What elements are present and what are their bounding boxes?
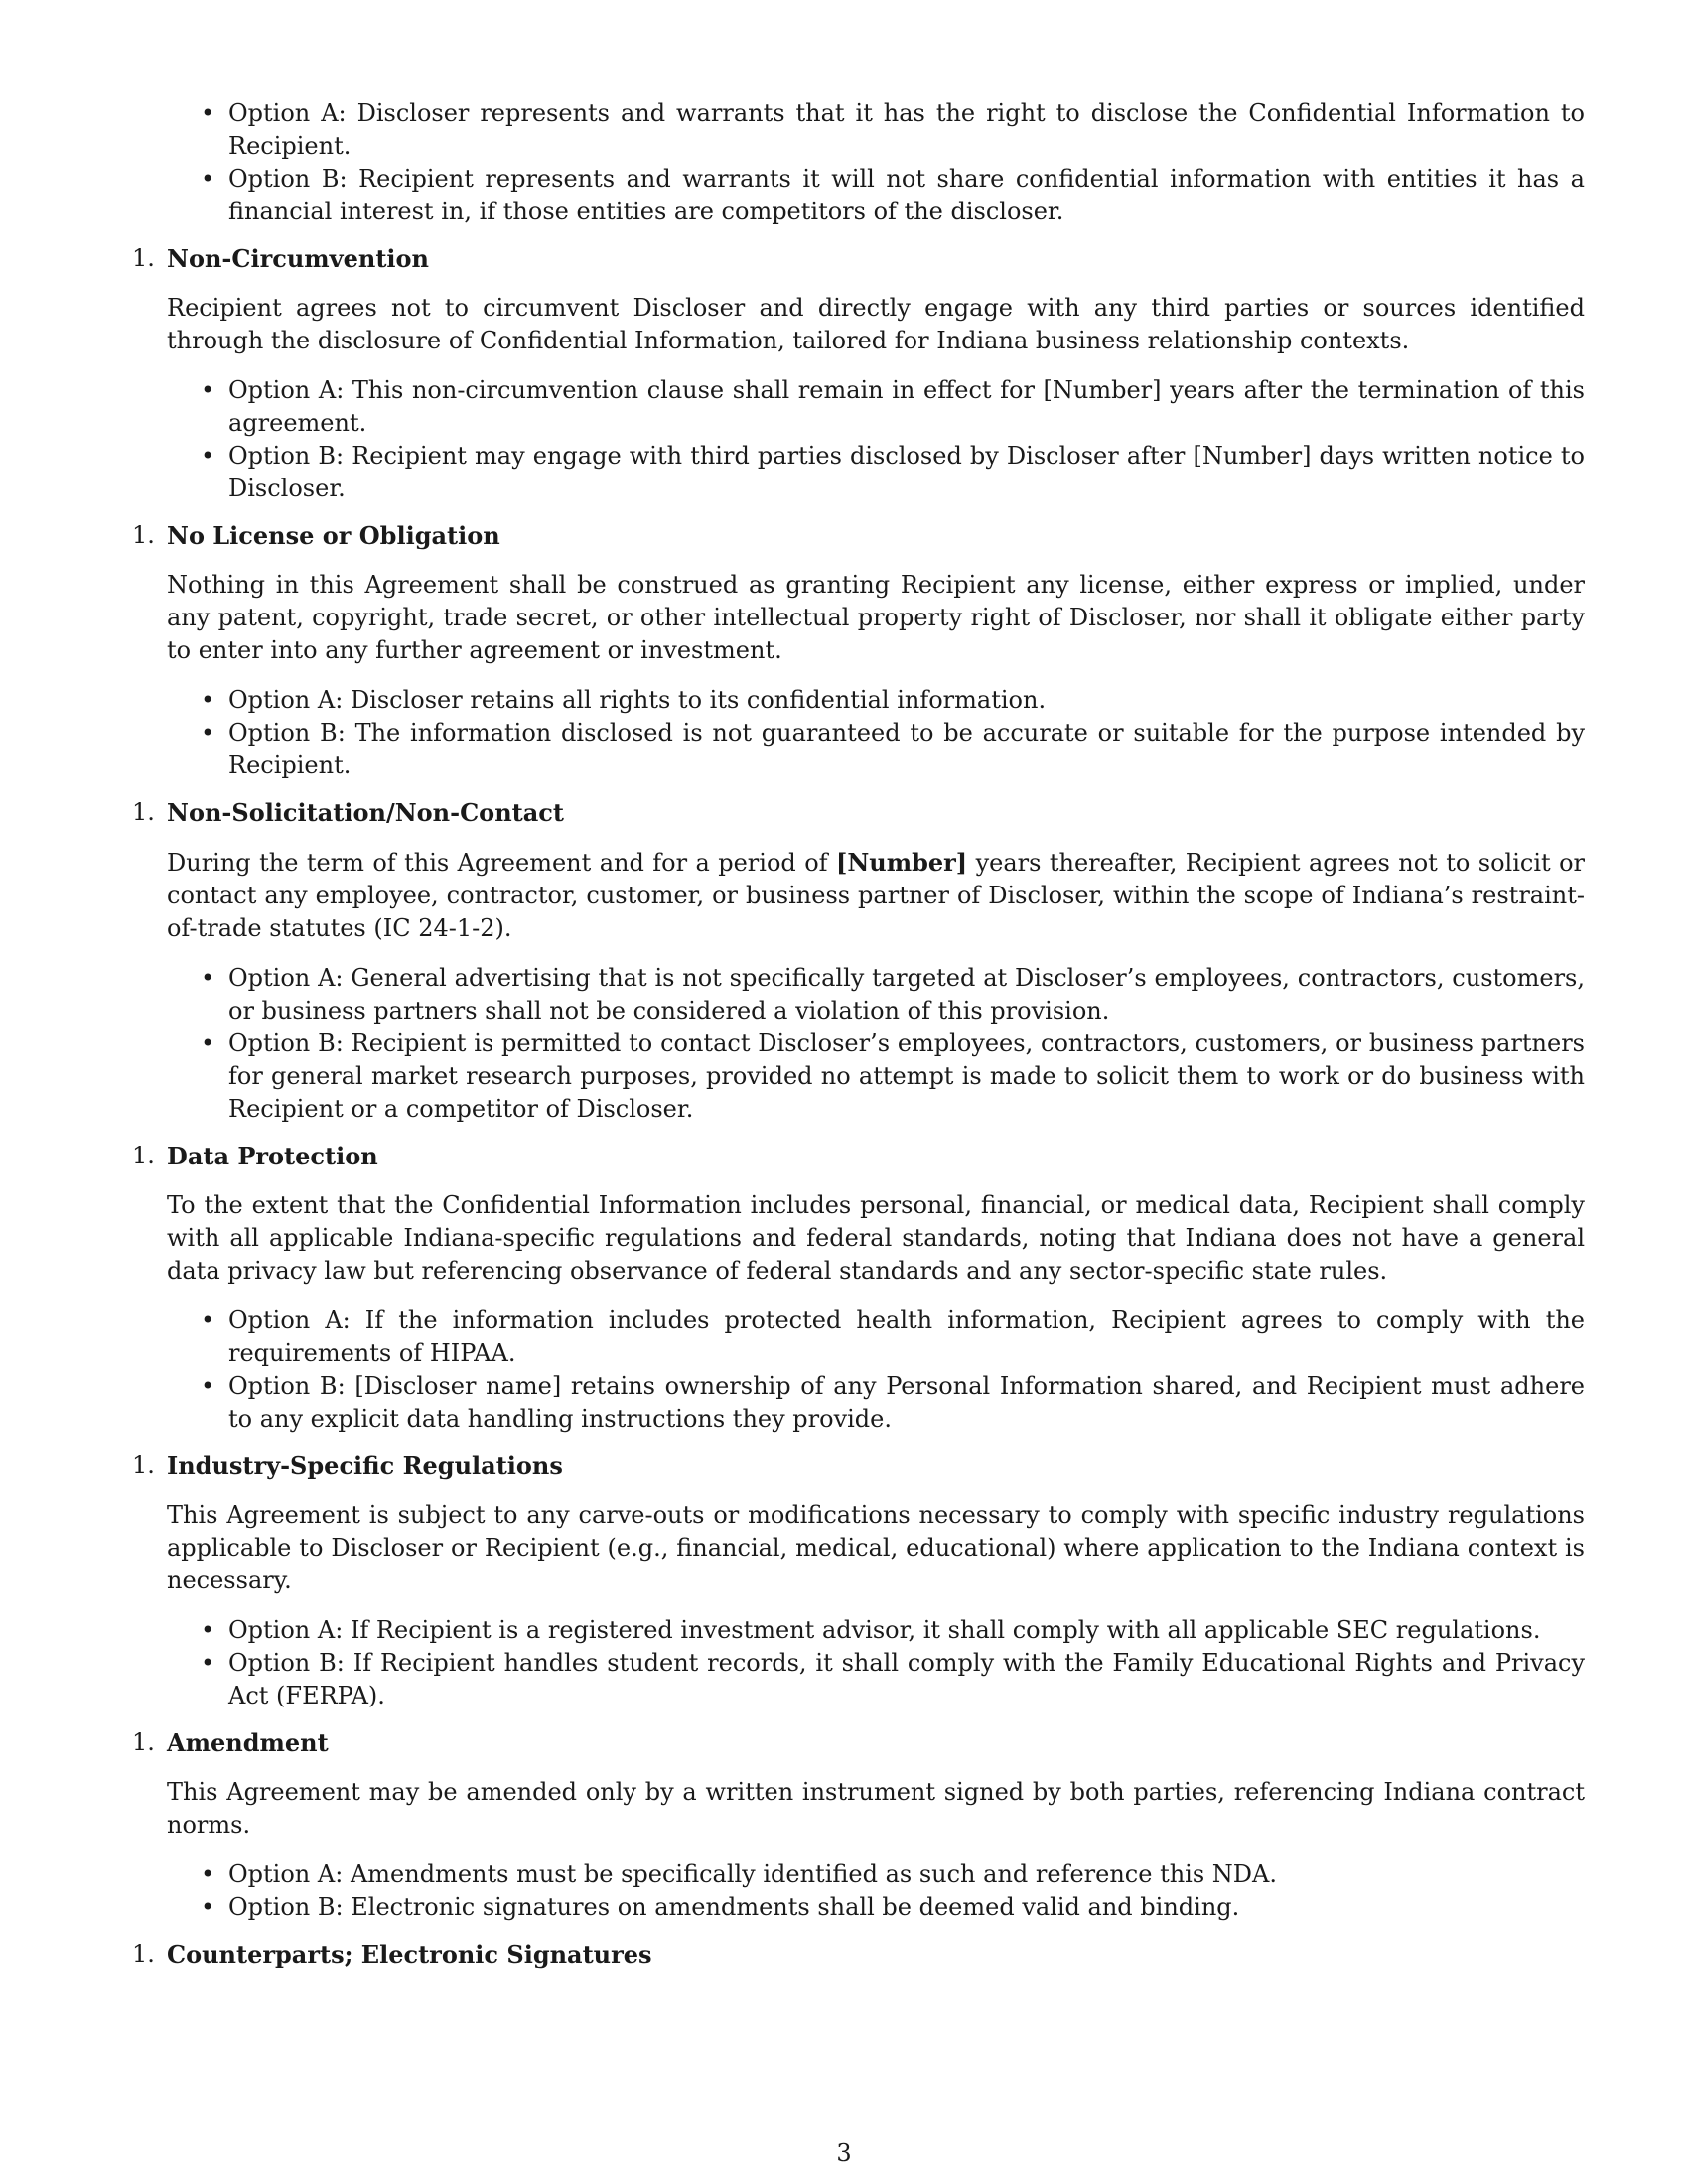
options-list	[167, 962, 1585, 1126]
section-non-solicitation	[132, 796, 1585, 1126]
list-item: • Option B: Recipient represents and warrants it will not share confidential information with entities it has a financial interest in, if those entities are competitors of the discloser.	[228, 163, 1585, 228]
section-body: This Agreement may be amended only by a written instrument signed by both parties, referencing Indiana contract norms.	[167, 1778, 1585, 1839]
list-item: • Option A: Amendments must be specifically identified as such and reference this NDA.	[228, 1858, 1585, 1891]
list-item: • Option A: Discloser represents and warrants that it has the right to disclose the Confidential Information to Recipient.	[228, 97, 1585, 163]
section-number: 1.	[132, 521, 155, 549]
body-text: During the term of this Agreement and for a period of	[167, 849, 836, 877]
section-body: This Agreement is subject to any carve-outs or modifications necessary to comply with specific industry regulations applicable to Discloser or Recipient (e.g., financial, medical, educational) where application to the Indiana context is necessary.	[167, 1501, 1585, 1594]
section-heading	[132, 242, 1585, 275]
section-heading	[132, 1938, 1585, 1971]
section-heading	[132, 1726, 1585, 1759]
number-placeholder: [Number]	[835, 848, 968, 877]
section-counterparts	[132, 1938, 1585, 1971]
list-item: • Option B: Electronic signatures on amendments shall be deemed valid and binding.	[228, 1891, 1585, 1924]
section-data-protection	[132, 1140, 1585, 1435]
section-heading	[132, 1449, 1585, 1482]
section-title: Data Protection	[167, 1142, 378, 1170]
section-title: Industry-Specific Regulations	[167, 1451, 563, 1480]
options-list	[167, 1858, 1585, 1924]
section-title: Non-Solicitation/Non-Contact	[167, 798, 564, 827]
list-item: • Option B: Recipient is permitted to contact Discloser’s employees, contractors, customers, or business partners for general market research purposes, provided no attempt is made to solicit them to work or do business with Recipient or a competitor of Discloser.	[228, 1027, 1585, 1126]
page-number: 3	[836, 2139, 852, 2167]
section-number: 1.	[132, 244, 155, 272]
section-number: 1.	[132, 1940, 155, 1968]
section-no-license	[132, 519, 1585, 782]
section-body: To the extent that the Confidential Information includes personal, financial, or medical data, Recipient shall comply with all applicable Indiana-specific regulations and federal standards, noting that Indiana does not have a general data privacy law but referencing observance of federal standards and any sector-specific state rules.	[167, 1191, 1585, 1285]
list-item: • Option B: Recipient may engage with third parties disclosed by Discloser after [Number] days written notice to Discloser.	[228, 440, 1585, 505]
list-item: • Option B: [Discloser name] retains ownership of any Personal Information shared, and Recipient must adhere to any explicit data handling instructions they provide.	[228, 1370, 1585, 1435]
section-number: 1.	[132, 1451, 155, 1479]
section-heading	[132, 519, 1585, 552]
section-body: Nothing in this Agreement shall be construed as granting Recipient any license, either express or implied, under any patent, copyright, trade secret, or other intellectual property right of Discloser, nor shall it obligate either party to enter into any further agreement or investment.	[167, 571, 1585, 664]
body-text: years thereafter, Recipient agrees not to solicit or contact any employee, contractor, customer, or business partner of Discloser, within the scope of Indiana’s restraint-of-trade statutes (IC 24-1-2).	[167, 849, 1585, 942]
section-number: 1.	[132, 798, 155, 826]
section-number: 1.	[132, 1142, 155, 1169]
section-industry-regulations	[132, 1449, 1585, 1712]
list-item: • Option A: General advertising that is not specifically targeted at Discloser’s employees, contractors, customers, or business partners shall not be considered a violation of this provision.	[228, 962, 1585, 1027]
section-title: Amendment	[167, 1728, 329, 1757]
list-item: • Option A: If Recipient is a registered investment advisor, it shall comply with all applicable SEC regulations.	[228, 1614, 1585, 1647]
options-list	[167, 1614, 1585, 1712]
section-title: Counterparts; Electronic Signatures	[167, 1940, 652, 1969]
section-amendment	[132, 1726, 1585, 1924]
document-content	[132, 97, 1585, 1971]
options-list	[167, 1304, 1585, 1435]
list-item: • Option A: If the information includes protected health information, Recipient agrees to comply with the requirements of HIPAA.	[228, 1304, 1585, 1370]
section-non-circumvention	[132, 242, 1585, 505]
intro-options-list	[167, 97, 1585, 228]
section-body: Recipient agrees not to circumvent Discloser and directly engage with any third parties or sources identified through the disclosure of Confidential Information, tailored for Indiana business relationship contexts.	[167, 294, 1585, 354]
section-title: No License or Obligation	[167, 521, 500, 550]
section-title: Non-Circumvention	[167, 244, 429, 273]
list-item: • Option A: This non-circumvention clause shall remain in effect for [Number] years after the termination of this agreement.	[228, 374, 1585, 440]
list-item: • Option B: If Recipient handles student records, it shall comply with the Family Educational Rights and Privacy Act (FERPA).	[228, 1647, 1585, 1712]
section-number: 1.	[132, 1728, 155, 1756]
section-heading	[132, 796, 1585, 829]
list-item: • Option B: The information disclosed is not guaranteed to be accurate or suitable for the purpose intended by Recipient.	[228, 717, 1585, 782]
section-heading	[132, 1140, 1585, 1172]
options-list	[167, 684, 1585, 782]
options-list	[167, 374, 1585, 505]
list-item: • Option A: Discloser retains all rights to its confidential information.	[228, 684, 1585, 717]
section-body	[167, 846, 1585, 945]
